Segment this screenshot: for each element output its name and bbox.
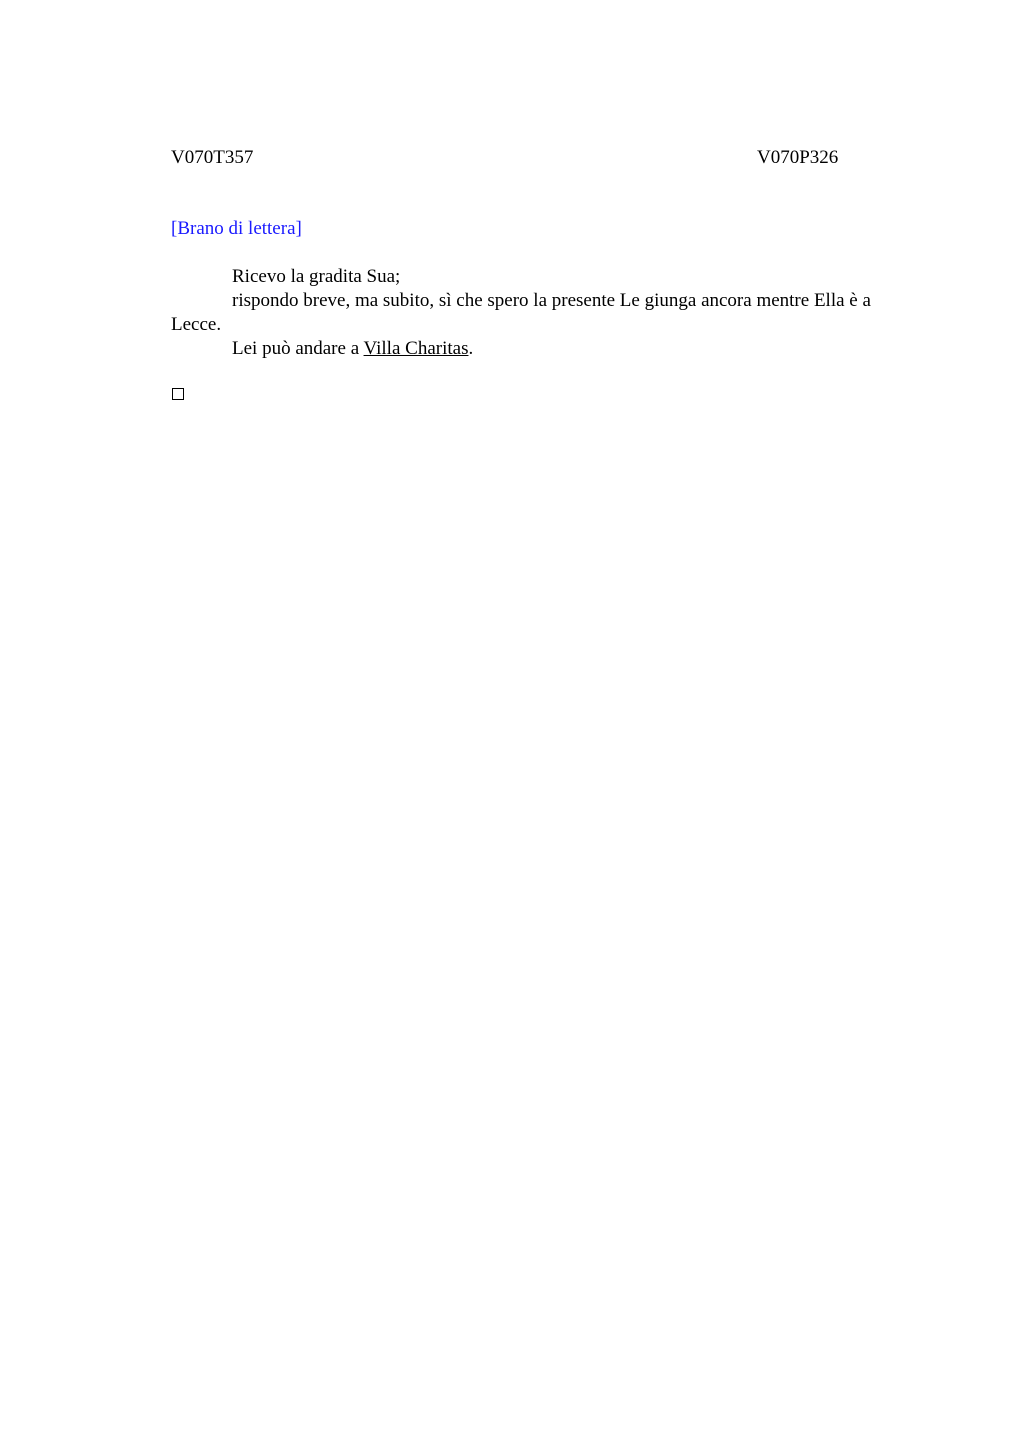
letter-line-3-prefix: Lei può andare a bbox=[232, 338, 364, 359]
document-code-left: V070T357 bbox=[171, 147, 254, 168]
letter-fragment-heading: [Brano di lettera] bbox=[171, 218, 302, 239]
letter-line-1: Ricevo la gradita Sua; bbox=[232, 266, 401, 287]
document-code-right: V070P326 bbox=[757, 147, 839, 168]
letter-line-3-suffix: . bbox=[468, 338, 474, 359]
villa-charitas-link[interactable]: Villa Charitas bbox=[363, 338, 469, 359]
square-outline-icon bbox=[172, 388, 184, 400]
letter-body bbox=[171, 265, 921, 361]
letter-line-2: rispondo breve, ma subito, sì che spero la presente Le giunga ancora mentre Ella è a Lecce. bbox=[171, 290, 871, 335]
letter-line-3 bbox=[171, 337, 921, 361]
